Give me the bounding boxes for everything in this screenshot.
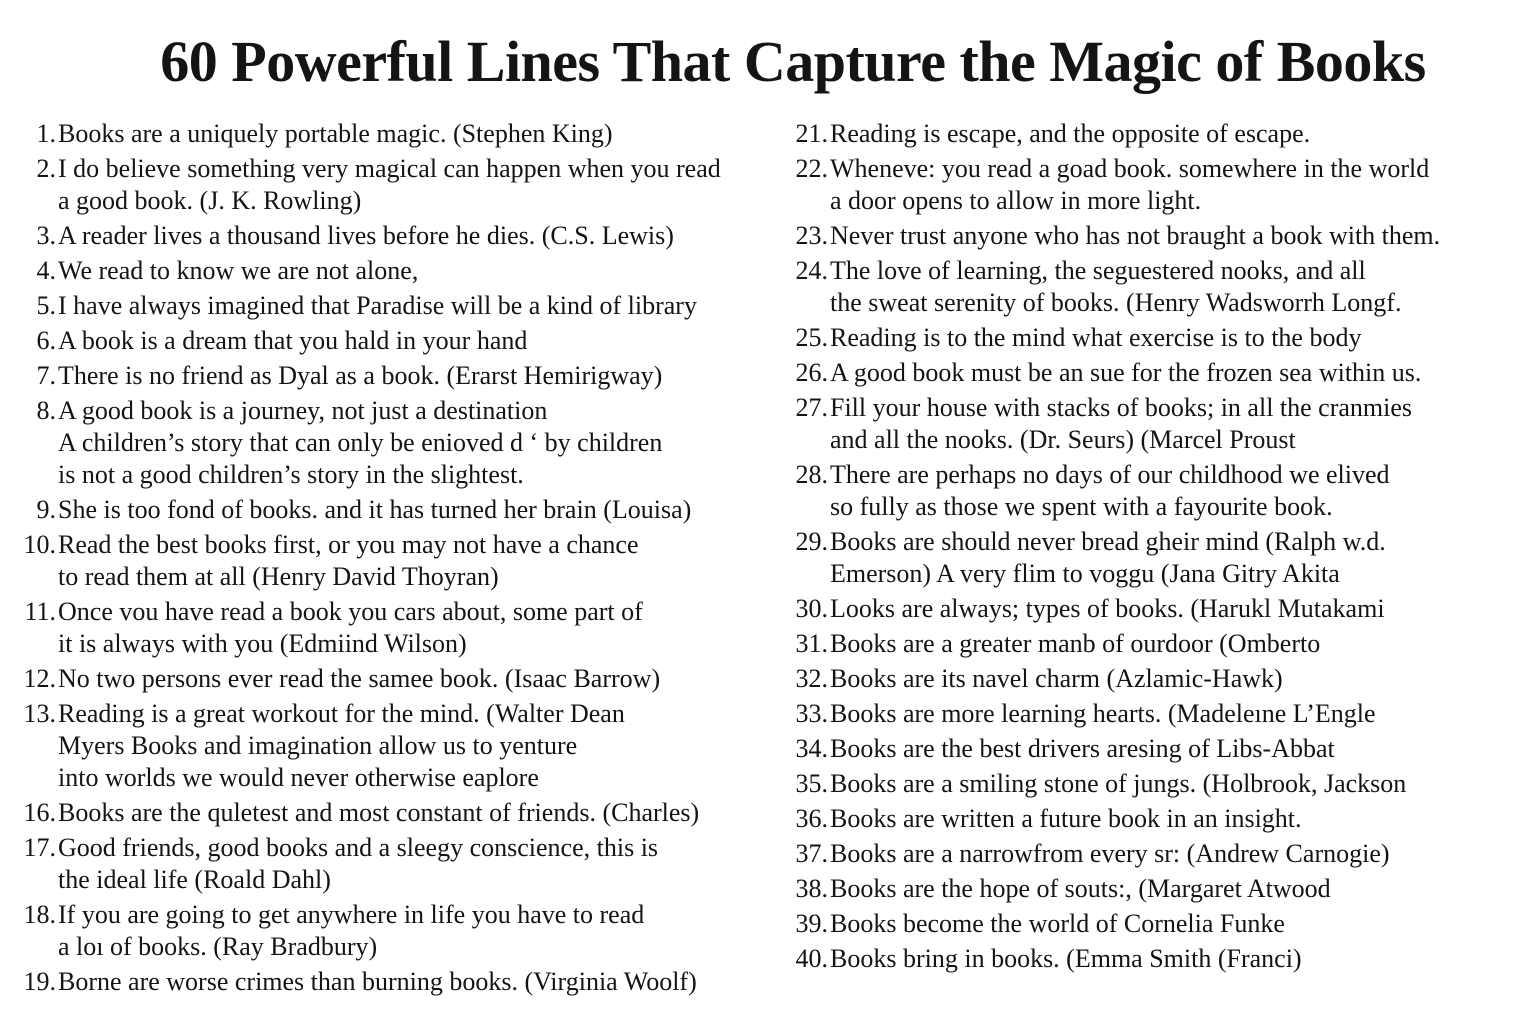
quote-number: 16. [23,798,56,827]
quote-number: 35. [795,769,828,798]
quote-item [790,392,1520,456]
quote-number: 27. [795,393,828,422]
quote-text: Books are a smiling stone of jungs. (Holbrook, Jackson [830,769,1407,798]
quote-text: Books are the hope of souts:, (Margaret Atwood [830,874,1331,903]
quote-text: Looks are always; types of books. (Harukl Mutakami [830,594,1385,623]
quote-number: 7. [36,361,56,390]
quote-number: 40. [795,944,828,973]
quote-number: 24. [795,256,828,285]
quote-item [18,529,778,593]
quote-text: No two persons ever read the samee book. (Isaac Barrow) [58,664,661,693]
quote-number: 2. [36,154,56,183]
quote-number: 8. [36,396,56,425]
quote-list-left [18,118,778,1001]
quote-text: Fill your house with stacks of books; in all the cranmies and all the nooks. (Dr. Seurs) (Marcel Proust [830,393,1413,454]
quote-item [790,357,1520,389]
quote-number: 29. [795,527,828,556]
quote-number: 19. [23,967,56,996]
quote-item [18,494,778,526]
quote-item [18,325,778,357]
quote-item [790,908,1520,940]
quote-text: Books are its navel charm (Azlamic-Hawk) [830,664,1283,693]
quote-number: 37. [795,839,828,868]
quote-item [790,526,1520,590]
quote-text: Reading is to the mind what exercise is to the body [830,323,1362,352]
quote-text: Never trust anyone who has not braught a book with them. [830,221,1441,250]
quote-number: 9. [36,495,56,524]
quote-number: 13. [23,699,56,728]
quote-text: Borne are worse crimes than burning books. (Virginia Woolf) [58,967,697,996]
quote-number: 18. [23,900,56,929]
quote-text: A reader lives a thousand lives before he dies. (C.S. Lewis) [58,221,674,250]
quote-number: 4. [36,256,56,285]
quote-item [790,628,1520,660]
page-title: 60 Powerful Lines That Capture the Magic of Books [160,29,1426,94]
quote-text: There are perhaps no days of our childhood we elived so fully as those we spent with a fayourite book. [830,460,1390,521]
quote-number: 39. [795,909,828,938]
quote-item [790,118,1520,150]
quote-text: Books bring in books. (Emma Smith (Franci) [830,944,1302,973]
quote-item [790,153,1520,217]
quote-text: Reading is a great workout for the mind. (Walter Dean Myers Books and imagination allow us to yenture into worlds we would never otherwise eaplore [58,699,625,792]
quote-number: 12. [23,664,56,693]
quote-text: I do believe something very magical can happen when you read a good book. (J. K. Rowling) [58,154,721,215]
quote-text: Read the best books first, or you may not have a chance to read them at all (Henry David Thoyran) [58,530,639,591]
quote-text: Wheneve: you read a goad book. somewhere in the world a door opens to allow in more light. [830,154,1430,215]
quote-number: 22. [795,154,828,183]
quote-number: 23. [795,221,828,250]
quote-text: Reading is escape, and the opposite of escape. [830,119,1311,148]
quote-text: A good book must be an sue for the frozen sea within us. [830,358,1422,387]
quote-item [790,322,1520,354]
quote-item [18,118,778,150]
quote-item [790,943,1520,975]
quote-number: 34. [795,734,828,763]
quote-text: We read to know we are not alone, [58,256,419,285]
quote-number: 30. [795,594,828,623]
quote-text: A good book is a journey, not just a destination A children’s story that can only be enioved d ‘ by children is not a good children’s story in the slightest. [58,396,663,489]
quote-text: Books are a greater manb of ourdoor (Omberto [830,629,1321,658]
quote-number: 17. [23,833,56,862]
quote-text: Books are the best drivers aresing of Libs-Abbat [830,734,1335,763]
quote-item [790,698,1520,730]
quote-text: A book is a dream that you hald in your hand [58,326,528,355]
quote-number: 6. [36,326,56,355]
quote-text: If you are going to get anywhere in life you have to read a loı of books. (Ray Bradbury) [58,900,645,961]
quote-item [18,153,778,217]
quote-text: Good friends, good books and a sleegy conscience, this is the ideal life (Roald Dahl) [58,833,659,894]
quote-number: 32. [795,664,828,693]
quote-list-right [790,118,1520,978]
quote-item [790,768,1520,800]
quote-item [18,832,778,896]
quote-text: Books are written a future book in an insight. [830,804,1302,833]
quote-text: I have always imagined that Paradise will be a kind of library [58,291,697,320]
quote-number: 1. [36,119,56,148]
quote-number: 36. [795,804,828,833]
quote-item [790,459,1520,523]
quote-number: 21. [795,119,828,148]
quote-item [790,838,1520,870]
quote-item [790,663,1520,695]
quote-number: 38. [795,874,828,903]
quote-number: 28. [795,460,828,489]
quote-text: Books are a uniquely portable magic. (Stephen King) [58,119,613,148]
quote-text: The love of learning, the seguestered nooks, and all the sweat serenity of books. (Henry Wadsworrh Longf. [830,256,1402,317]
quote-text: Books are should never bread gheir mind (Ralph w.d. Emerson) A very flim to voggu (Jana Gitry Akita [830,527,1386,588]
quote-item [18,220,778,252]
quote-number: 31. [795,629,828,658]
quote-text: Books are a narrowfrom every sr: (Andrew Carnogie) [830,839,1390,868]
quote-item [18,797,778,829]
quote-text: There is no friend as Dyal as a book. (Erarst Hemirigway) [58,361,663,390]
quote-number: 33. [795,699,828,728]
quote-item [790,220,1520,252]
quote-number: 10. [23,530,56,559]
quote-item [18,395,778,491]
quote-item [18,966,778,998]
quote-item [790,733,1520,765]
quote-text: Once vou have read a book you cars about, some part of it is always with you (Edmiind Wilson) [58,597,643,658]
quote-number: 3. [36,221,56,250]
quote-number: 25. [795,323,828,352]
quote-item [18,360,778,392]
quote-item [18,255,778,287]
quote-text: Books are the quletest and most constant of friends. (Charles) [58,798,700,827]
quote-text: She is too fond of books. and it has turned her brain (Louisa) [58,495,692,524]
quote-item [18,290,778,322]
quote-text: Books become the world of Cornelia Funke [830,909,1285,938]
quote-item [18,663,778,695]
quote-item [18,596,778,660]
quote-item [18,698,778,794]
quote-item [18,899,778,963]
quote-item [790,255,1520,319]
quote-number: 26. [795,358,828,387]
quote-item [790,593,1520,625]
quote-number: 11. [24,597,56,626]
quote-item [790,803,1520,835]
quote-item [790,873,1520,905]
quote-number: 5. [36,291,56,320]
quote-text: Books are more learning hearts. (Madeleıne L’Engle [830,699,1376,728]
